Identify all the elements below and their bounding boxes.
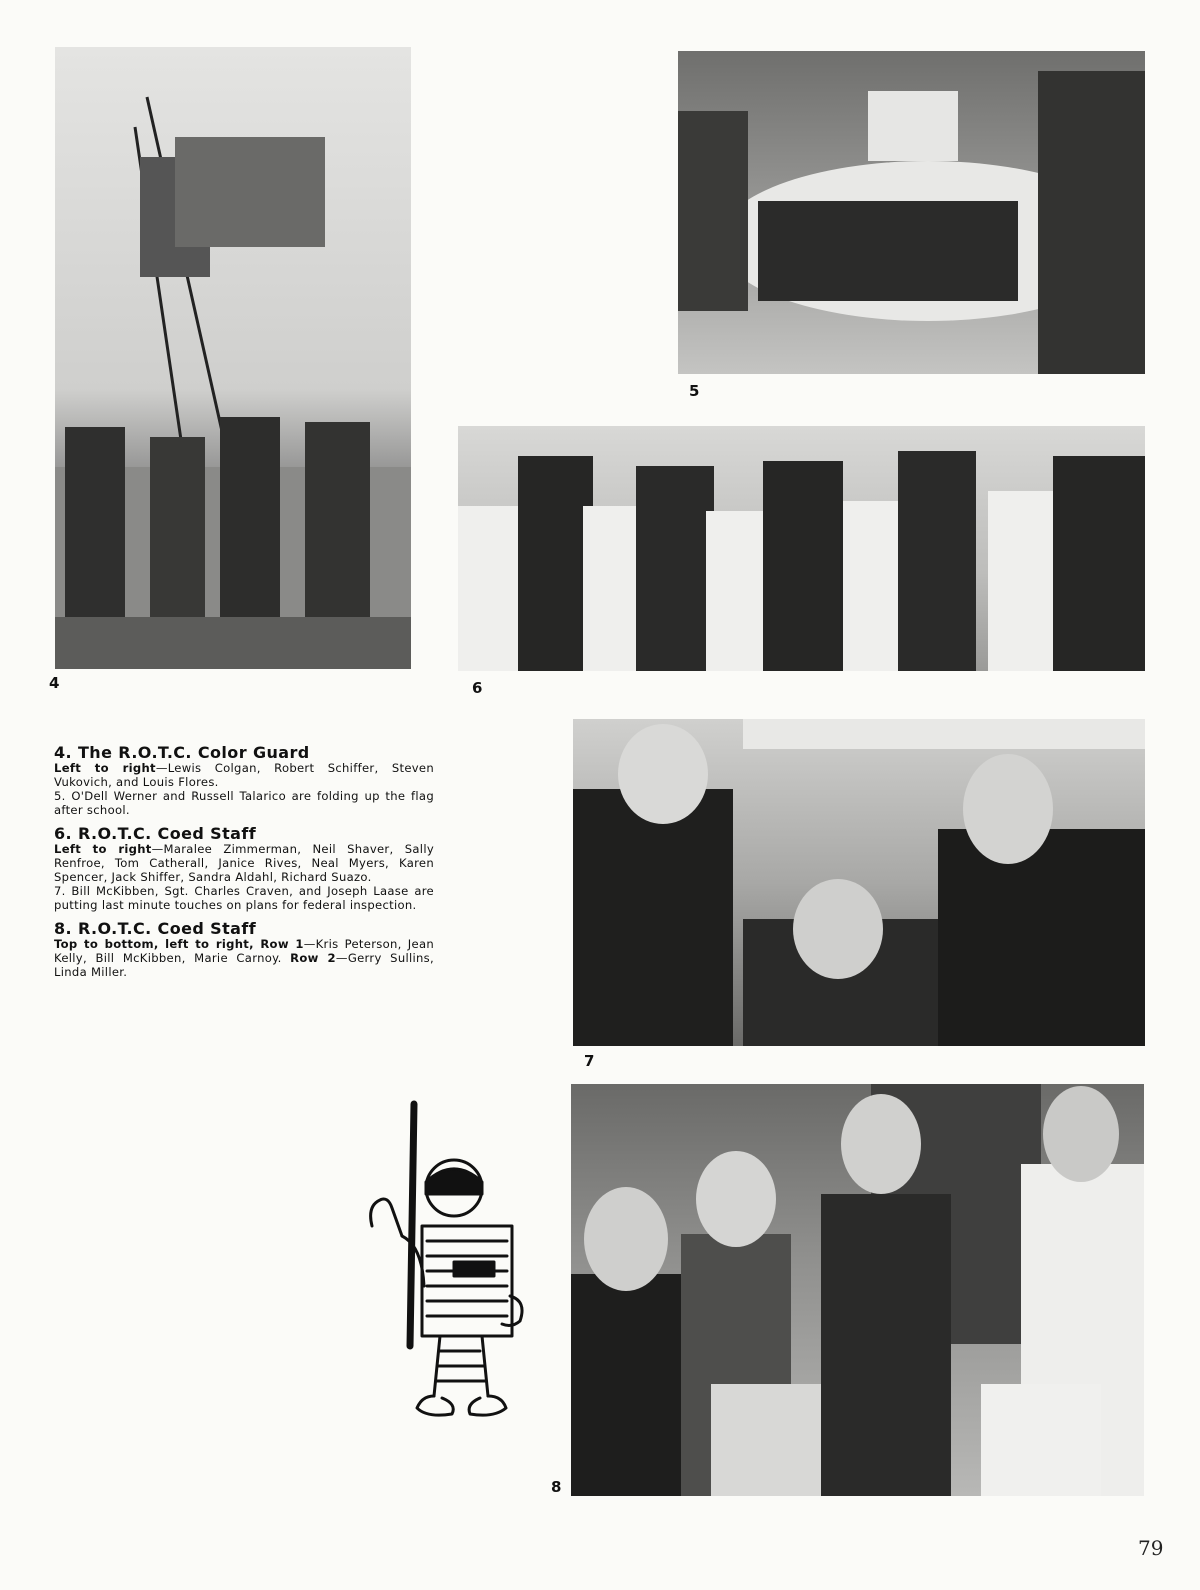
caption-6-names: —Maralee Zimmerman, Neil Shaver, Sally Renfroe, Tom Catherall, Janice Rives, Neal Myers, Karen Spencer, Jack Shiffer, Sandra Aldahl, Richard Suazo. — [54, 842, 434, 884]
caption-4-text — [54, 761, 434, 789]
photo-coed-staff-lineup — [458, 426, 1145, 671]
photo-inspection-planning — [573, 719, 1145, 1046]
photo-5-number: 5 — [689, 382, 700, 400]
photo-4-number: 4 — [49, 674, 60, 692]
caption-4-names: —Lewis Colgan, Robert Schiffer, Steven Vukovich, and Louis Flores. — [54, 761, 434, 789]
caption-7-text: 7. Bill McKibben, Sgt. Charles Craven, and Joseph Laase are putting last minute touches on plans for federal inspection. — [54, 884, 434, 912]
caption-4-lead: Left to right — [54, 761, 156, 775]
photo-color-guard — [55, 47, 411, 669]
page-number: 79 — [1138, 1536, 1164, 1560]
caption-8-title: 8. R.O.T.C. Coed Staff — [54, 919, 257, 938]
caption-6-title: 6. R.O.T.C. Coed Staff — [54, 824, 257, 843]
caption-8-lead-row2: Row 2 — [290, 951, 336, 965]
caption-6-lead: Left to right — [54, 842, 152, 856]
caption-8-names-row2: —Gerry Sullins, Linda Miller. — [54, 951, 435, 979]
caption-8-names-row1: —Kris Peterson, Jean Kelly, Bill McKibben, Marie Carnoy. — [54, 937, 434, 965]
photo-7-number: 7 — [584, 1052, 595, 1070]
caption-column — [54, 743, 435, 989]
photo-8-number: 8 — [551, 1478, 562, 1496]
caption-5-text: 5. O'Dell Werner and Russell Talarico are folding up the flag after school. — [54, 789, 434, 817]
caption-6-text — [54, 842, 434, 884]
photo-folding-flag — [678, 51, 1145, 374]
caption-4-title: 4. The R.O.T.C. Color Guard — [54, 743, 310, 762]
photo-coed-staff-group — [571, 1084, 1144, 1496]
caption-8-lead: Top to bottom, left to right, Row 1 — [54, 937, 304, 951]
cartoon-soldier-illustration — [362, 1096, 542, 1436]
photo-6-number: 6 — [472, 679, 483, 697]
caption-8-text — [54, 937, 434, 979]
